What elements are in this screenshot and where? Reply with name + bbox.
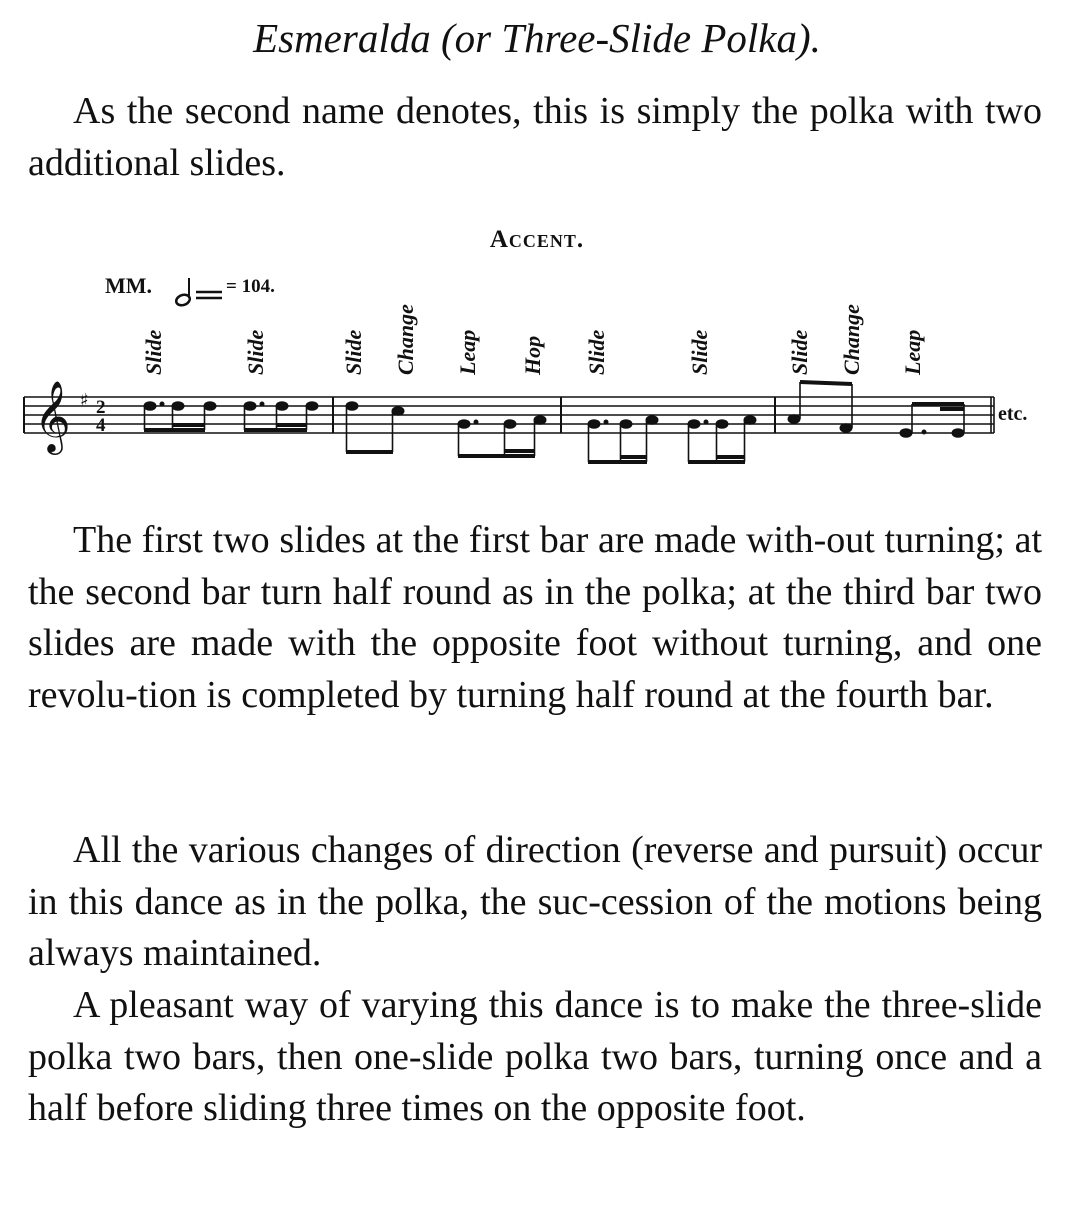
svg-text:4: 4: [96, 415, 106, 436]
music-staff: [0, 220, 1074, 490]
step-label: Leap: [900, 329, 925, 375]
step-label: Slide: [141, 329, 166, 375]
notes: [144, 382, 964, 462]
step-label: Change: [839, 304, 864, 375]
sharp-icon: ♯: [80, 390, 89, 411]
step-label: Leap: [455, 329, 480, 375]
step-label: Slide: [687, 329, 712, 375]
body-paragraph: A pleasant way of varying this dance is to make the three-slide polka two bars, then one-slide polka two bars, turning once and a half before sliding three times on the opposite foot.: [28, 984, 1042, 1129]
step-label: Change: [393, 304, 418, 375]
body-paragraph: The first two slides at the first bar are made with-out turning; at the second bar turn half round as in the polka; at the third bar two slides are made with the opposite foot without turning, and one revolu-tion is completed by turning half round at the fourth bar.: [28, 519, 1042, 716]
step-label: Slide: [584, 329, 609, 375]
step-label: Slide: [341, 329, 366, 375]
svg-text:2: 2: [96, 397, 106, 418]
accent-label: Accent.: [489, 226, 585, 253]
step-label: Slide: [243, 329, 268, 375]
intro-paragraph: As the second name denotes, this is simply the polka with two additional slides.: [28, 90, 1042, 184]
tempo-marking: MM.: [105, 273, 153, 298]
tempo-value: = 104.: [226, 276, 275, 297]
step-label: Hop: [520, 335, 545, 375]
body-paragraph: All the various changes of direction (reverse and pursuit) occur in this dance as in the polka, the suc-cession of the motions being always maintained.: [28, 829, 1042, 974]
continuation-label: etc.: [998, 403, 1028, 425]
step-label: Slide: [787, 329, 812, 375]
page-title: Esmeralda (or Three-Slide Polka).: [253, 15, 821, 61]
treble-clef-icon: 𝄞: [34, 379, 71, 452]
